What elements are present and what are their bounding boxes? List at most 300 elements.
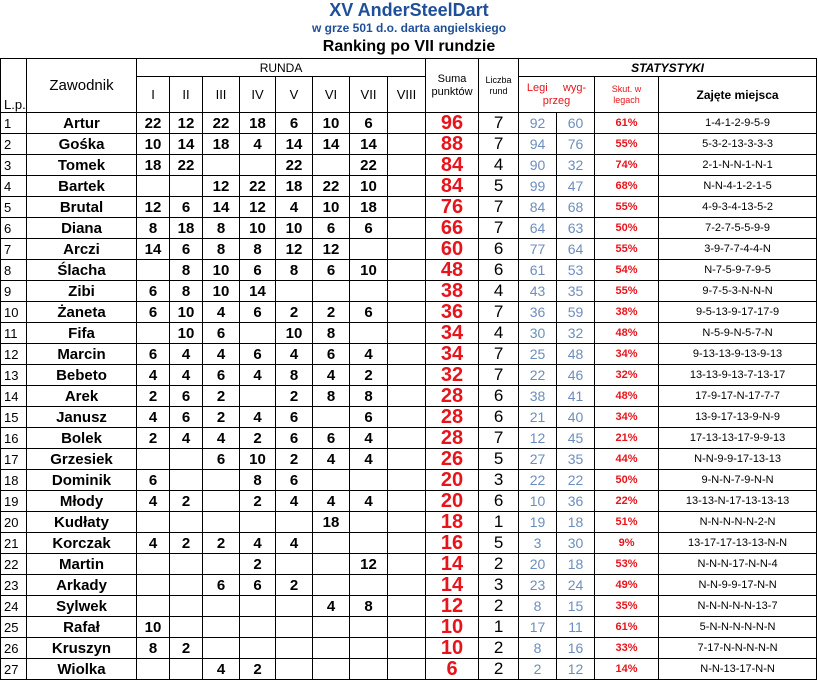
legs-efficiency: 74% [595, 155, 659, 176]
legs-won: 21 [519, 407, 557, 428]
round-points: 4 [276, 344, 313, 365]
col-zajete: Zajęte miejsca [659, 77, 817, 113]
round-points: 18 [350, 197, 388, 218]
round-points: 6 [203, 323, 240, 344]
legs-won: 2 [519, 659, 557, 680]
round-points: 2 [170, 533, 203, 554]
round-points [313, 533, 350, 554]
places-taken: 13-17-17-13-13-N-N [659, 533, 817, 554]
round-points: 6 [170, 407, 203, 428]
legs-efficiency: 48% [595, 386, 659, 407]
round-points: 6 [276, 113, 313, 134]
col-lp: L.p. [1, 59, 27, 113]
round-points: 4 [203, 344, 240, 365]
player-name: Martin [27, 554, 137, 575]
round-points [276, 659, 313, 680]
round-points: 4 [313, 491, 350, 512]
round-points: 22 [137, 113, 170, 134]
legs-lost: 53 [557, 260, 595, 281]
round-points: 6 [240, 302, 276, 323]
round-points: 2 [170, 491, 203, 512]
points-sum: 14 [426, 575, 479, 596]
table-row [1, 239, 817, 260]
round-points [388, 155, 426, 176]
col-statystyki: STATYSTYKI [519, 59, 817, 77]
rounds-count: 7 [479, 218, 519, 239]
legs-efficiency: 44% [595, 449, 659, 470]
player-name: Ślacha [27, 260, 137, 281]
round-points: 6 [350, 113, 388, 134]
legs-won: 22 [519, 365, 557, 386]
round-points: 4 [350, 428, 388, 449]
rounds-count: 6 [479, 407, 519, 428]
round-points: 18 [276, 176, 313, 197]
legs-lost: 40 [557, 407, 595, 428]
legs-won: 20 [519, 554, 557, 575]
round-points [276, 638, 313, 659]
col-skut-line1: Skut. w [611, 83, 642, 94]
points-sum: 48 [426, 260, 479, 281]
player-name: Bolek [27, 428, 137, 449]
places-taken: 13-9-17-13-9-N-9 [659, 407, 817, 428]
round-points: 4 [137, 407, 170, 428]
legs-efficiency: 50% [595, 470, 659, 491]
round-points: 2 [240, 659, 276, 680]
round-points: 22 [203, 113, 240, 134]
legs-efficiency: 55% [595, 134, 659, 155]
rounds-count: 2 [479, 554, 519, 575]
round-points: 10 [350, 176, 388, 197]
legs-efficiency: 34% [595, 407, 659, 428]
places-taken: 3-9-7-7-4-4-N [659, 239, 817, 260]
player-name: Grzesiek [27, 449, 137, 470]
round-points [240, 596, 276, 617]
legs-lost: 32 [557, 323, 595, 344]
round-points [276, 617, 313, 638]
round-points [313, 659, 350, 680]
round-points: 22 [276, 155, 313, 176]
col-skut-line2: legach [613, 94, 640, 105]
legs-lost: 68 [557, 197, 595, 218]
round-points [388, 134, 426, 155]
round-points [388, 491, 426, 512]
round-points: 6 [170, 239, 203, 260]
round-points: 6 [313, 428, 350, 449]
col-count-line1: Liczba [485, 74, 512, 85]
round-points [276, 512, 313, 533]
round-points [137, 554, 170, 575]
round-points: 10 [313, 197, 350, 218]
row-lp: 18 [1, 470, 27, 491]
row-lp: 9 [1, 281, 27, 302]
legs-won: 25 [519, 344, 557, 365]
legs-lost: 46 [557, 365, 595, 386]
row-lp: 1 [1, 113, 27, 134]
col-player: Zawodnik [27, 59, 137, 113]
col-legi [519, 77, 595, 113]
places-taken: 2-1-N-N-1-N-1 [659, 155, 817, 176]
round-points: 4 [170, 365, 203, 386]
row-lp: 19 [1, 491, 27, 512]
points-sum: 28 [426, 407, 479, 428]
player-name: Bartek [27, 176, 137, 197]
player-name: Tomek [27, 155, 137, 176]
rounds-count: 5 [479, 533, 519, 554]
legs-lost: 60 [557, 113, 595, 134]
rounds-count: 7 [479, 365, 519, 386]
legs-won: 3 [519, 533, 557, 554]
places-taken: N-7-5-9-7-9-5 [659, 260, 817, 281]
table-row [1, 323, 817, 344]
legs-lost: 16 [557, 638, 595, 659]
round-points: 4 [240, 134, 276, 155]
places-taken: 7-2-7-5-5-9-9 [659, 218, 817, 239]
player-name: Żaneta [27, 302, 137, 323]
round-points: 8 [350, 596, 388, 617]
round-points: 4 [203, 659, 240, 680]
col-round-8: VIII [388, 77, 426, 113]
rounds-count: 2 [479, 596, 519, 617]
round-points: 22 [240, 176, 276, 197]
round-points: 12 [203, 176, 240, 197]
legs-efficiency: 61% [595, 113, 659, 134]
legs-won: 30 [519, 323, 557, 344]
round-points [170, 449, 203, 470]
round-points: 6 [203, 449, 240, 470]
round-points [388, 302, 426, 323]
round-points: 8 [137, 638, 170, 659]
page-subtitle: w grze 501 d.o. darta angielskiego [311, 21, 507, 35]
table-row [1, 554, 817, 575]
round-points [137, 176, 170, 197]
round-points: 2 [276, 449, 313, 470]
round-points [388, 323, 426, 344]
round-points [203, 596, 240, 617]
legs-efficiency: 50% [595, 218, 659, 239]
round-points: 4 [276, 533, 313, 554]
points-sum: 6 [426, 659, 479, 680]
col-round-1: I [137, 77, 170, 113]
points-sum: 84 [426, 155, 479, 176]
legs-won: 23 [519, 575, 557, 596]
row-lp: 16 [1, 428, 27, 449]
round-points: 8 [240, 239, 276, 260]
legs-efficiency: 21% [595, 428, 659, 449]
player-name: Arkady [27, 575, 137, 596]
round-points [170, 617, 203, 638]
round-points: 18 [240, 113, 276, 134]
legs-lost: 11 [557, 617, 595, 638]
rounds-count: 4 [479, 323, 519, 344]
round-points: 2 [203, 386, 240, 407]
round-points: 4 [350, 491, 388, 512]
legs-efficiency: 9% [595, 533, 659, 554]
points-sum: 16 [426, 533, 479, 554]
round-points [388, 365, 426, 386]
round-points [388, 470, 426, 491]
points-sum: 28 [426, 386, 479, 407]
round-points [170, 575, 203, 596]
points-sum: 96 [426, 113, 479, 134]
round-points: 6 [276, 428, 313, 449]
round-points: 6 [170, 197, 203, 218]
points-sum: 10 [426, 617, 479, 638]
round-points [203, 554, 240, 575]
places-taken: 17-9-17-N-17-7-7 [659, 386, 817, 407]
table-row [1, 407, 817, 428]
round-points [203, 617, 240, 638]
places-taken: 13-13-9-13-7-13-17 [659, 365, 817, 386]
round-points: 2 [203, 407, 240, 428]
table-row [1, 449, 817, 470]
round-points: 22 [170, 155, 203, 176]
round-points: 4 [240, 365, 276, 386]
round-points: 8 [170, 281, 203, 302]
round-points: 8 [137, 218, 170, 239]
round-points [203, 155, 240, 176]
round-points [388, 386, 426, 407]
round-points [313, 638, 350, 659]
legs-won: 22 [519, 470, 557, 491]
round-points [137, 659, 170, 680]
round-points [388, 617, 426, 638]
legs-won: 94 [519, 134, 557, 155]
legs-efficiency: 48% [595, 323, 659, 344]
legs-lost: 12 [557, 659, 595, 680]
legs-won: 64 [519, 218, 557, 239]
table-row [1, 659, 817, 680]
round-points [388, 554, 426, 575]
round-points: 4 [137, 365, 170, 386]
round-points [350, 575, 388, 596]
rounds-count: 3 [479, 575, 519, 596]
points-sum: 18 [426, 512, 479, 533]
round-points: 6 [137, 470, 170, 491]
table-row [1, 197, 817, 218]
points-sum: 34 [426, 344, 479, 365]
rounds-count: 7 [479, 197, 519, 218]
round-points [170, 176, 203, 197]
rounds-count: 7 [479, 134, 519, 155]
table-row [1, 260, 817, 281]
round-points [170, 512, 203, 533]
round-points: 12 [350, 554, 388, 575]
places-taken: 9-N-N-7-9-N-N [659, 470, 817, 491]
points-sum: 26 [426, 449, 479, 470]
legs-efficiency: 34% [595, 344, 659, 365]
round-points: 8 [240, 470, 276, 491]
round-points: 12 [137, 197, 170, 218]
player-name: Gośka [27, 134, 137, 155]
round-points: 14 [313, 134, 350, 155]
round-points: 6 [313, 344, 350, 365]
legs-efficiency: 55% [595, 239, 659, 260]
table-row [1, 134, 817, 155]
round-points: 6 [350, 407, 388, 428]
round-points [170, 554, 203, 575]
round-points [137, 449, 170, 470]
places-taken: 9-13-13-9-13-9-13 [659, 344, 817, 365]
row-lp: 12 [1, 344, 27, 365]
round-points: 10 [170, 323, 203, 344]
round-points [240, 512, 276, 533]
page-title: XV AnderSteelDart [329, 0, 489, 20]
round-points: 6 [240, 575, 276, 596]
round-points: 14 [276, 134, 313, 155]
player-name: Kudłaty [27, 512, 137, 533]
player-name: Wiolka [27, 659, 137, 680]
legs-lost: 64 [557, 239, 595, 260]
round-points: 8 [203, 239, 240, 260]
row-lp: 5 [1, 197, 27, 218]
col-round-7: VII [350, 77, 388, 113]
round-points [276, 554, 313, 575]
places-taken: 13-13-N-17-13-13-13 [659, 491, 817, 512]
round-points: 2 [137, 386, 170, 407]
table-row [1, 218, 817, 239]
round-points: 4 [313, 365, 350, 386]
player-name: Kruszyn [27, 638, 137, 659]
rounds-count: 4 [479, 155, 519, 176]
round-points [350, 533, 388, 554]
round-points: 6 [350, 302, 388, 323]
row-lp: 14 [1, 386, 27, 407]
legs-lost: 63 [557, 218, 595, 239]
places-taken: 5-3-2-13-3-3-3 [659, 134, 817, 155]
legs-lost: 18 [557, 554, 595, 575]
round-points: 12 [240, 197, 276, 218]
round-points: 18 [137, 155, 170, 176]
round-points [388, 659, 426, 680]
round-points: 4 [137, 491, 170, 512]
table-row [1, 344, 817, 365]
col-count-line2: rund [489, 85, 508, 96]
round-points [137, 323, 170, 344]
round-points [388, 281, 426, 302]
round-points: 6 [170, 386, 203, 407]
round-points: 22 [350, 155, 388, 176]
round-points: 4 [170, 344, 203, 365]
round-points [170, 470, 203, 491]
round-points: 10 [240, 218, 276, 239]
round-points: 6 [203, 365, 240, 386]
round-points [350, 323, 388, 344]
round-points: 8 [170, 260, 203, 281]
table-row [1, 638, 817, 659]
round-points: 4 [203, 302, 240, 323]
round-points: 2 [170, 638, 203, 659]
row-lp: 24 [1, 596, 27, 617]
legs-efficiency: 35% [595, 596, 659, 617]
places-taken: N-5-9-N-5-7-N [659, 323, 817, 344]
round-points: 10 [350, 260, 388, 281]
round-points: 12 [276, 239, 313, 260]
col-legi-label: Legi [526, 81, 548, 94]
col-count [479, 59, 519, 113]
round-points [388, 596, 426, 617]
legs-won: 43 [519, 281, 557, 302]
table-row [1, 428, 817, 449]
rounds-count: 6 [479, 260, 519, 281]
round-points [350, 470, 388, 491]
round-points [388, 239, 426, 260]
legs-efficiency: 68% [595, 176, 659, 197]
points-sum: 20 [426, 470, 479, 491]
table-row [1, 470, 817, 491]
round-points: 2 [350, 365, 388, 386]
legs-won: 19 [519, 512, 557, 533]
round-points: 8 [313, 323, 350, 344]
legs-won: 38 [519, 386, 557, 407]
round-points: 2 [137, 428, 170, 449]
player-name: Bebeto [27, 365, 137, 386]
col-round-4: IV [240, 77, 276, 113]
round-points: 14 [170, 134, 203, 155]
round-points [240, 617, 276, 638]
places-taken: 9-7-5-3-N-N-N [659, 281, 817, 302]
table-row [1, 302, 817, 323]
col-round-5: V [276, 77, 313, 113]
legs-lost: 48 [557, 344, 595, 365]
row-lp: 21 [1, 533, 27, 554]
legs-efficiency: 55% [595, 281, 659, 302]
round-points: 10 [137, 134, 170, 155]
round-points [137, 575, 170, 596]
table-row [1, 155, 817, 176]
table-row [1, 176, 817, 197]
table-row [1, 386, 817, 407]
round-points [350, 239, 388, 260]
round-points [203, 491, 240, 512]
round-points [137, 596, 170, 617]
round-points [203, 638, 240, 659]
player-name: Artur [27, 113, 137, 134]
round-points [170, 659, 203, 680]
row-lp: 17 [1, 449, 27, 470]
places-taken: 9-5-13-9-17-17-9 [659, 302, 817, 323]
col-skut [595, 77, 659, 113]
round-points: 4 [276, 197, 313, 218]
table-row [1, 596, 817, 617]
legs-won: 92 [519, 113, 557, 134]
round-points [388, 638, 426, 659]
legs-won: 99 [519, 176, 557, 197]
places-taken: 1-4-1-2-9-5-9 [659, 113, 817, 134]
legs-won: 36 [519, 302, 557, 323]
round-points [388, 428, 426, 449]
round-points [313, 470, 350, 491]
legs-lost: 59 [557, 302, 595, 323]
col-sum-line2: punktów [431, 85, 473, 98]
player-name: Janusz [27, 407, 137, 428]
round-points [388, 512, 426, 533]
row-lp: 15 [1, 407, 27, 428]
round-points: 4 [313, 596, 350, 617]
places-taken: N-N-9-9-17-13-13 [659, 449, 817, 470]
table-row [1, 617, 817, 638]
points-sum: 38 [426, 281, 479, 302]
player-name: Marcin [27, 344, 137, 365]
places-taken: 17-13-13-17-9-9-13 [659, 428, 817, 449]
legs-efficiency: 38% [595, 302, 659, 323]
round-points [350, 659, 388, 680]
row-lp: 2 [1, 134, 27, 155]
round-points [240, 386, 276, 407]
row-lp: 7 [1, 239, 27, 260]
round-points [350, 281, 388, 302]
points-sum: 34 [426, 323, 479, 344]
rounds-count: 5 [479, 449, 519, 470]
